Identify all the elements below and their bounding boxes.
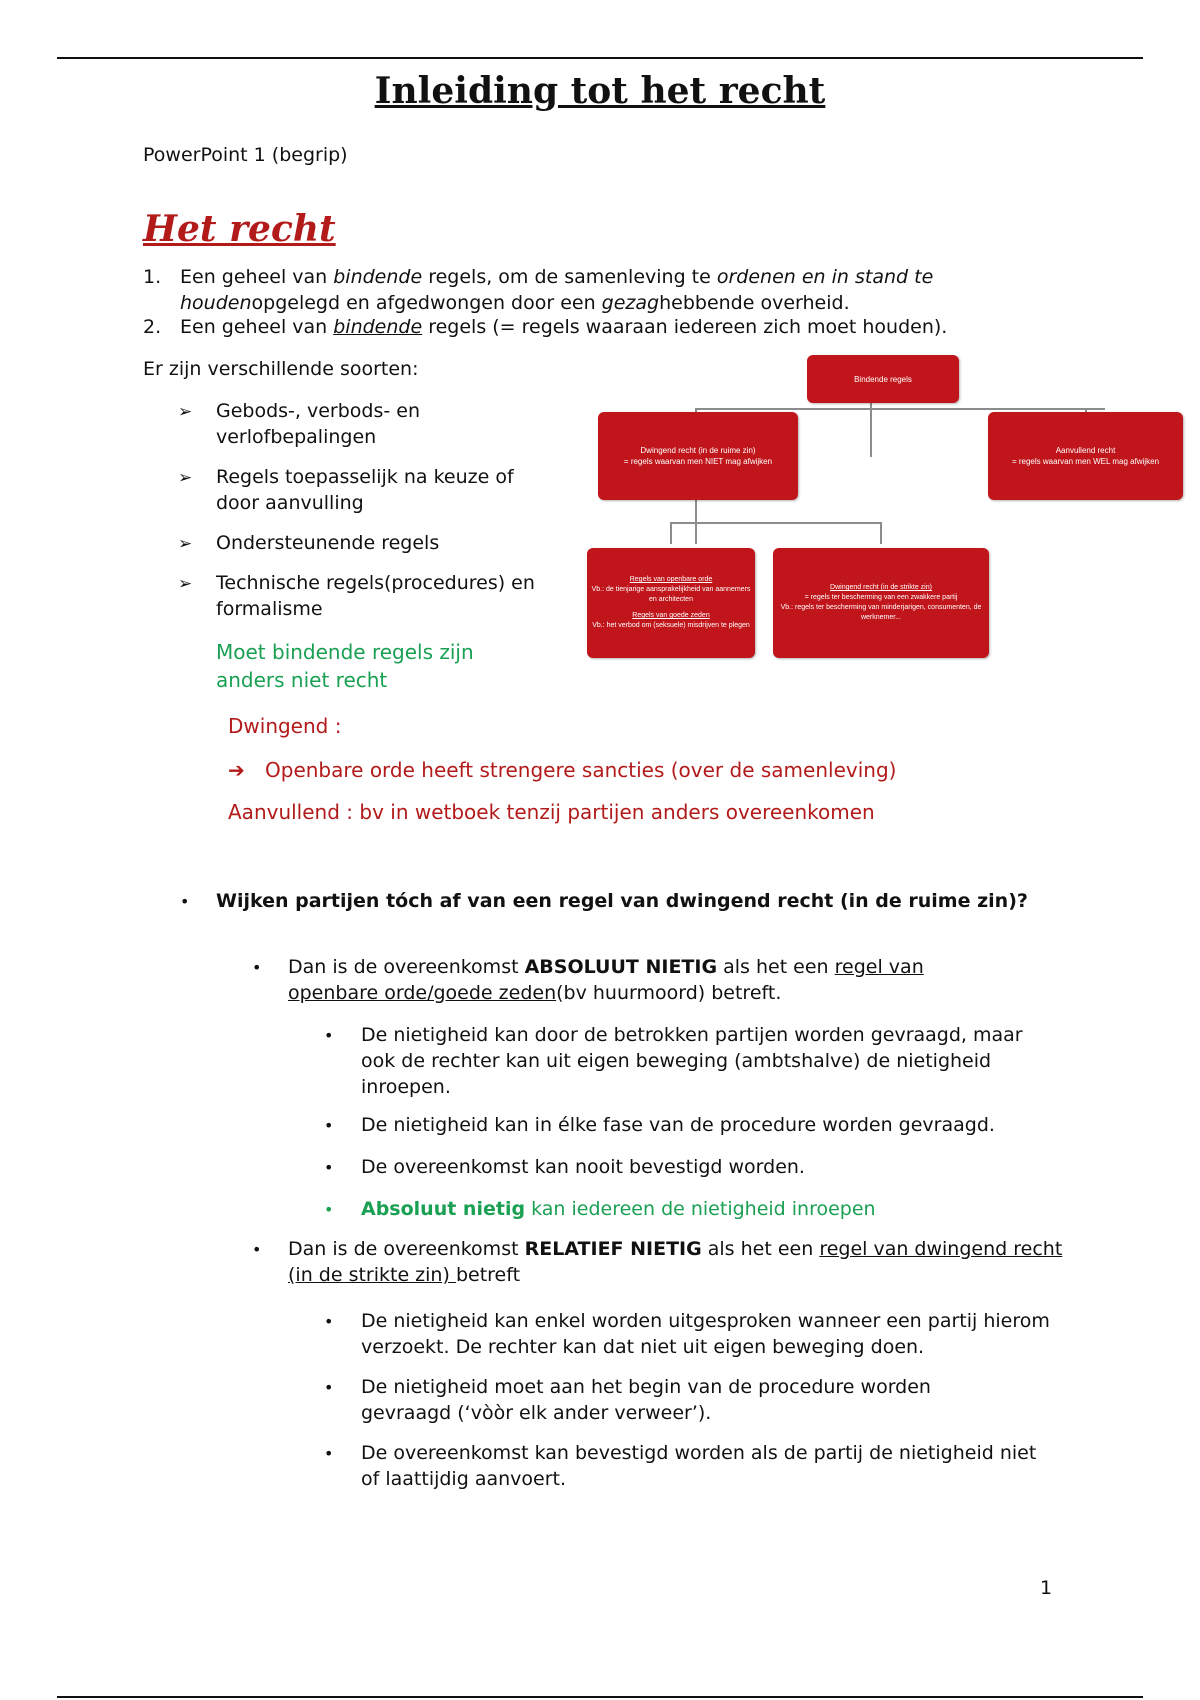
bullet-icon: • — [252, 1240, 262, 1259]
diagram-child-node-openbare-orde — [587, 548, 755, 658]
diagram-child2-title: Dwingend recht (in de strikte zin) — [830, 584, 932, 591]
diagram-child2-text2: Vb.: regels ter bescherming van minderjarigen, consumenten, de werknemer... — [780, 604, 982, 621]
connector — [670, 522, 880, 524]
diagram-root-label: Bindende regels — [854, 374, 912, 384]
bullet-icon: • — [252, 958, 262, 977]
page-number: 1 — [1040, 1577, 1053, 1599]
diagram-root-node — [807, 355, 959, 403]
diagram-right-title: Aanvullend recht — [1055, 446, 1116, 455]
relative-item: De nietigheid moet aan het begin van de procedure worden gevraagd (‘vòòr elk ander verweer’). — [361, 1376, 931, 1424]
question: Wijken partijen tóch af van een regel van dwingend recht (in de ruime zin)? — [216, 890, 1028, 912]
bullet-icon: • — [324, 1026, 334, 1045]
kinds-intro: Er zijn verschillende soorten: — [143, 358, 419, 380]
kinds-item: Gebods-, verbods- en verlofbepalingen — [216, 400, 421, 448]
openbare-orde-note: Openbare orde heeft strengere sancties (over de samenleving) — [265, 758, 897, 782]
connector — [870, 397, 872, 457]
relative-nullity-text: Dan is de overeenkomst RELATIEF NIETIG als het een regel van dwingend recht (in de strikte zin) betreft — [288, 1238, 1063, 1286]
connector — [695, 408, 1105, 410]
green-note: Moet bindende regels zijn anders niet recht — [216, 640, 474, 692]
relative-item: De overeenkomst kan bevestigd worden als de partij de nietigheid niet of laattijdig aanvoert. — [361, 1442, 1037, 1490]
bullet-icon: • — [324, 1158, 334, 1177]
bullet-icon: • — [180, 892, 190, 911]
diagram-child1-text2: Vb.: het verbod om (seksuele) misdrijven te plegen — [592, 622, 750, 629]
arrow-bullet-icon: ➢ — [178, 402, 193, 422]
absolute-item: De nietigheid kan in élke fase van de procedure worden gevraagd. — [361, 1114, 995, 1136]
dwingend-label: Dwingend : — [228, 714, 342, 738]
arrow-bullet-icon: ➢ — [178, 574, 193, 594]
definition-number: 1. — [143, 266, 162, 288]
diagram-right-node — [988, 412, 1183, 500]
diagram-left-sub: = regels waarvan men NIET mag afwijken — [623, 457, 773, 466]
absolute-nullity-text: Dan is de overeenkomst ABSOLUUT NIETIG als het een regel van openbare orde/goede zeden(bv huurmoord) betreft. — [288, 956, 924, 1004]
kinds-item: Ondersteunende regels — [216, 532, 440, 554]
definition-2: Een geheel van bindende regels (= regels waaraan iedereen zich moet houden). — [180, 316, 948, 338]
absolute-green-note: Absoluut nietig kan iedereen de nietigheid inroepen — [361, 1198, 876, 1220]
diagram-right-sub: = regels waarvan men WEL mag afwijken — [1011, 457, 1160, 466]
hierarchy-diagram — [575, 350, 1195, 670]
section-heading: Het recht — [143, 208, 336, 250]
bullet-icon: • — [324, 1200, 334, 1219]
connector — [670, 522, 672, 544]
diagram-left-title: Dwingend recht (in de ruime zin) — [640, 446, 756, 455]
bullet-icon: • — [324, 1312, 334, 1331]
aanvullend-note: Aanvullend : bv in wetboek tenzij partijen anders overeenkomen — [228, 800, 875, 824]
absolute-item: De nietigheid kan door de betrokken partijen worden gevraagd, maar ook de rechter kan uit eigen beweging (ambtshalve) de nietigheid inroepen. — [361, 1024, 1023, 1098]
diagram-left-node — [598, 412, 798, 500]
absolute-item: De overeenkomst kan nooit bevestigd worden. — [361, 1156, 805, 1178]
bullet-icon: • — [324, 1378, 334, 1397]
diagram-child-node-strikte-zin — [773, 548, 989, 658]
diagram-child1-title: Regels van openbare orde — [629, 576, 713, 583]
diagram-child1-title2: Regels van goede zeden — [632, 612, 710, 619]
kinds-item: Technische regels(procedures) en formalisme — [216, 572, 535, 620]
connector — [880, 522, 882, 544]
page-title: Inleiding tot het recht — [374, 70, 826, 112]
diagram-child1-text: Vb.: de tienjarige aansprakelijkheid van aannemers en architecten — [591, 586, 751, 603]
arrow-right-icon: ➔ — [228, 758, 245, 782]
diagram-child2-text: = regels ter bescherming van een zwakkere partij — [804, 594, 958, 601]
relative-item: De nietigheid kan enkel worden uitgesproken wanneer een partij hierom verzoekt. De rechter kan dat niet uit eigen beweging doen. — [361, 1310, 1050, 1358]
arrow-bullet-icon: ➢ — [178, 534, 193, 554]
arrow-bullet-icon: ➢ — [178, 468, 193, 488]
definition-1: Een geheel van bindende regels, om de samenleving te ordenen en in stand te houdenopgelegd en afgedwongen door een gezaghebbende overheid. — [180, 266, 934, 314]
bullet-icon: • — [324, 1116, 334, 1135]
definition-number: 2. — [143, 316, 162, 338]
subtitle: PowerPoint 1 (begrip) — [143, 144, 348, 166]
bottom-rule — [57, 1696, 1143, 1698]
top-rule — [57, 57, 1143, 59]
kinds-item: Regels toepasselijk na keuze of door aanvulling — [216, 466, 514, 514]
bullet-icon: • — [324, 1444, 334, 1463]
